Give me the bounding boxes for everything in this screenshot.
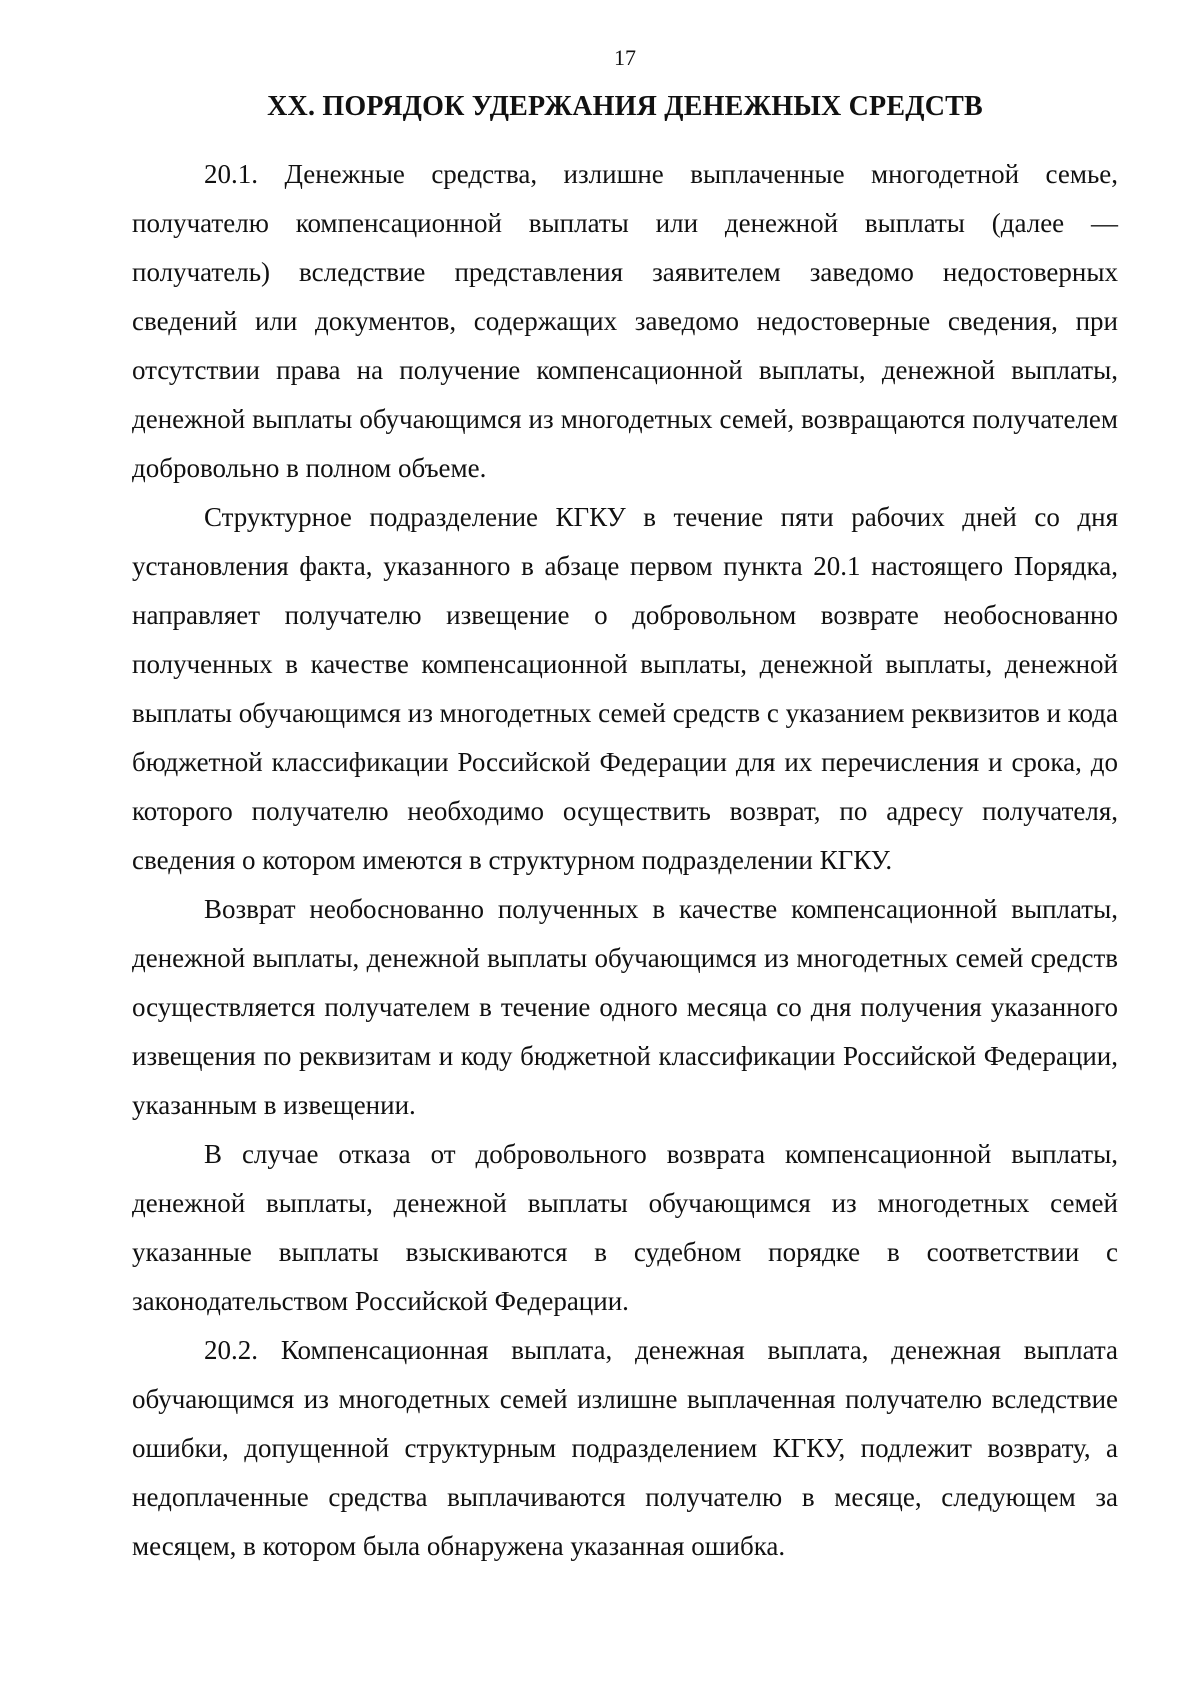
paragraph-20-1: 20.1. Денежные средства, излишне выплаченные многодетной семье, получателю компенсационной выплаты или денежной выплаты (далее — получатель) вследствие представления заявителем заведомо недостоверных сведений или документов, содержащих заведомо недостоверные сведения, при отсутствии права на получение компенсационной выплаты, денежной выплаты, денежной выплаты обучающимся из многодетных семей, возвращаются получателем добровольно в полном объеме.: [132, 159, 1118, 483]
section-title: XX. ПОРЯДОК УДЕРЖАНИЯ ДЕНЕЖНЫХ СРЕДСТВ: [267, 91, 983, 122]
paragraph-20-2: 20.2. Компенсационная выплата, денежная выплата, денежная выплата обучающимся из многодетных семей излишне выплаченная получателю вследствие ошибки, допущенной структурным подразделением КГКУ, подлежит возврату, а недоплаченные средства выплачиваются получателю в месяце, следующем за месяцем, в котором была обнаружена указанная ошибка.: [132, 1335, 1118, 1561]
paragraph-refusal: В случае отказа от добровольного возврата компенсационной выплаты, денежной выплаты, денежной выплаты обучающимся из многодетных семей указанные выплаты взыскиваются в судебном порядке в соответствии с законодательством Российской Федерации.: [132, 1139, 1118, 1316]
page-number: 17: [614, 45, 636, 70]
paragraph-notice: Структурное подразделение КГКУ в течение пяти рабочих дней со дня установления факта, указанного в абзаце первом пункта 20.1 настоящего Порядка, направляет получателю извещение о добровольном возврате необоснованно полученных в качестве компенсационной выплаты, денежной выплаты, денежной выплаты обучающимся из многодетных семей средств с указанием реквизитов и кода бюджетной классификации Российской Федерации для их перечисления и срока, до которого получателю необходимо осуществить возврат, по адресу получателя, сведения о котором имеются в структурном подразделении КГКУ.: [132, 502, 1118, 875]
document-page: [132, 44, 1118, 1664]
paragraph-return: Возврат необоснованно полученных в качестве компенсационной выплаты, денежной выплаты, денежной выплаты обучающимся из многодетных семей средств осуществляется получателем в течение одного месяца со дня получения указанного извещения по реквизитам и коду бюджетной классификации Российской Федерации, указанным в извещении.: [132, 894, 1118, 1120]
